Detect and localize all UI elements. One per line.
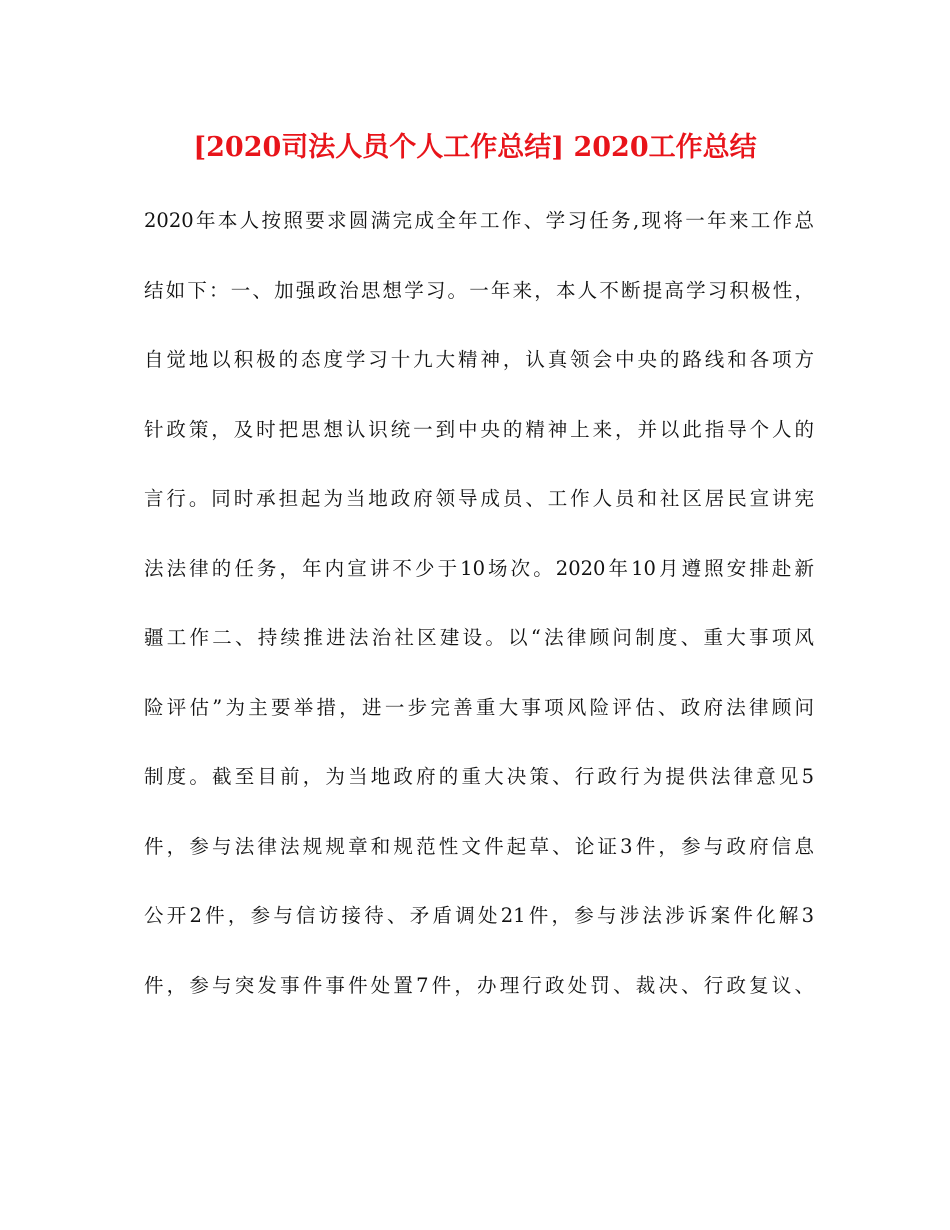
- body-line: 险评估”为主要举措，进一步完善重大事项风险评估、政府法律顾问: [144, 695, 814, 719]
- document-body: [144, 186, 814, 1020]
- body-line: 制度。截至目前，为当地政府的重大决策、行政行为提供法律意见5: [144, 765, 814, 788]
- body-line: 件，参与法律法规规章和规范性文件起草、论证3件，参与政府信息: [144, 834, 814, 858]
- body-line: 件，参与突发事件事件处置7件，办理行政处罚、裁决、行政复议、: [144, 973, 814, 997]
- body-line: 结如下：一、加强政治思想学习。一年来，本人不断提高学习积极性，: [144, 278, 814, 302]
- body-line: 疆工作二、持续推进法治社区建设。以“法律顾问制度、重大事项风: [144, 626, 814, 649]
- body-line: 2020年本人按照要求圆满完成全年工作、学习任务,现将一年来工作总: [144, 209, 814, 232]
- body-line: 自觉地以积极的态度学习十九大精神，认真领会中央的路线和各项方: [144, 348, 814, 371]
- body-line: 针政策，及时把思想认识统一到中央的精神上来，并以此指导个人的: [144, 417, 814, 441]
- document-title: [2020司法人员个人工作总结] 2020工作总结: [193, 132, 757, 163]
- body-line: 公开2件，参与信访接待、矛盾调处21件，参与涉法涉诉案件化解3: [144, 904, 814, 927]
- body-line: 言行。同时承担起为当地政府领导成员、工作人员和社区居民宣讲宪: [144, 487, 814, 510]
- body-line: 法法律的任务，年内宣讲不少于10场次。2020年10月遵照安排赴新: [144, 556, 814, 580]
